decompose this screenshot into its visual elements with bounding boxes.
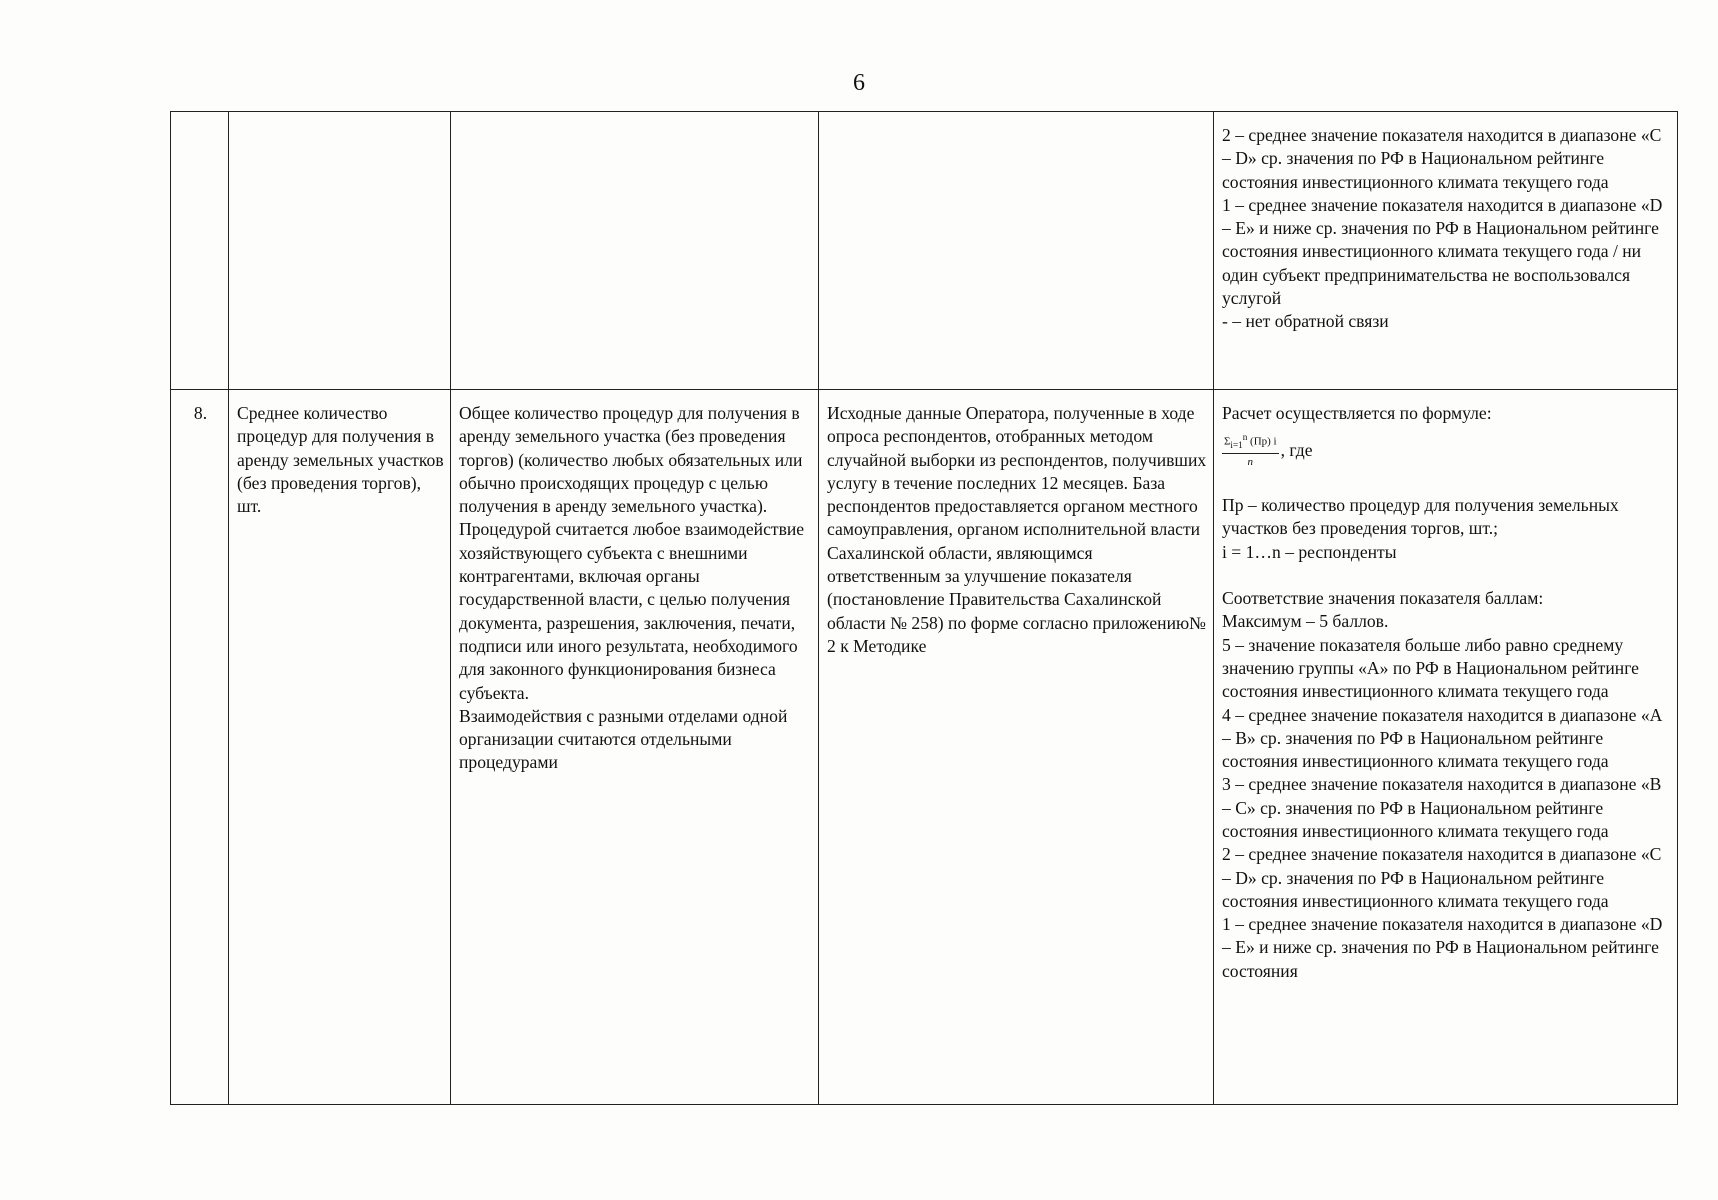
scoring-line: 5 – значение показателя больше либо равно среднему значению группы «А» по РФ в Национальном рейтинге состояния инвестиционного климата текущего года [1222, 634, 1639, 702]
cell-name [229, 112, 451, 390]
scoring-line: 2 – среднее значение показателя находится в диапазоне «C – D» ср. значения по РФ в Национальном рейтинге состояния инвестиционного климата текущего года [1222, 125, 1662, 192]
formula-fraction [1222, 431, 1279, 469]
cell-definition [451, 390, 819, 1105]
calc-intro: Расчет осуществляется по формуле: [1222, 403, 1492, 423]
formula-tail: , где [1280, 439, 1313, 460]
formula-numerator: $\Sigma_{i=1}^n$ (Пр) i [1222, 431, 1279, 454]
scoring-line: 1 – среднее значение показателя находится в диапазоне «D – E» и ниже ср. значения по РФ в Национальном рейтинге состояния инвестиционного климата текущего года / ни один субъект предпринимательства не воспользовался услугой [1222, 194, 1663, 309]
scoring-max: Максимум – 5 баллов. [1222, 611, 1389, 632]
cell-source [819, 112, 1214, 390]
formula-denominator: n [1247, 456, 1254, 469]
indicator-table [170, 111, 1678, 1105]
page-number: 6 [853, 70, 865, 96]
cell-scoring [1214, 112, 1678, 390]
scoring-line: 3 – среднее значение показателя находится в диапазоне «В – С» ср. значения по РФ в Национальном рейтинге состояния инвестиционного климата текущего года [1222, 774, 1662, 841]
variable-definition: i = 1…n – респонденты [1222, 541, 1397, 562]
table-row-continuation [171, 112, 1678, 390]
cell-num [171, 112, 229, 390]
scoring-line: 4 – среднее значение показателя находится в диапазоне «А – В» ср. значения по РФ в Национальном рейтинге состояния инвестиционного климата текущего года [1222, 704, 1663, 772]
definition-paragraph: Взаимодействия с разными отделами одной организации считаются отдельными процедурами [459, 705, 788, 773]
scoring-line: 1 – среднее значение показателя находится в диапазоне «D – E» и ниже ср. значения по РФ в Национальном рейтинге состояния [1222, 914, 1663, 981]
table-row-8 [171, 390, 1678, 1105]
formula [1222, 431, 1671, 469]
cell-num: 8. [171, 390, 229, 1105]
scoring-line: 2 – среднее значение показателя находится в диапазоне «C – D» ср. значения по РФ в Национальном рейтинге состояния инвестиционного климата текущего года [1222, 844, 1662, 911]
scoring-intro: Соответствие значения показателя баллам: [1222, 588, 1544, 609]
cell-definition [451, 112, 819, 390]
definition-paragraph: Процедурой считается любое взаимодействие хозяйствующего субъекта с внешними контрагентами, включая органы государственной власти, с целью получения документа, разрешения, заключения, печати, подписи или иного результата, необходимого для законного функционирования бизнеса субъекта. [459, 519, 805, 703]
scoring-line: - – нет обратной связи [1222, 311, 1389, 332]
variable-definition: Пр – количество процедур для получения земельных участков без проведения торгов, шт.; [1222, 495, 1619, 539]
definition-paragraph: Общее количество процедур для получения в аренду земельного участка (без проведения торгов) (количество любых обязательных или обычно происходящих процедур с целью получения в аренду земельного участка). [459, 403, 803, 517]
cell-source: Исходные данные Оператора, полученные в ходе опроса респондентов, отобранных методом случайной выборки из респондентов, получивших услугу в течение последних 12 месяцев. База респондентов предоставляется органом местного самоуправления, органом исполнительной власти Сахалинской области, являющимся ответственным за улучшение показателя (постановление Правительства Сахалинской области № 258) по форме согласно приложению№ 2 к Методике [819, 390, 1214, 1105]
cell-calculation [1214, 390, 1678, 1105]
cell-name: Среднее количество процедур для получения в аренду земельных участков (без проведения торгов), шт. [229, 390, 451, 1105]
